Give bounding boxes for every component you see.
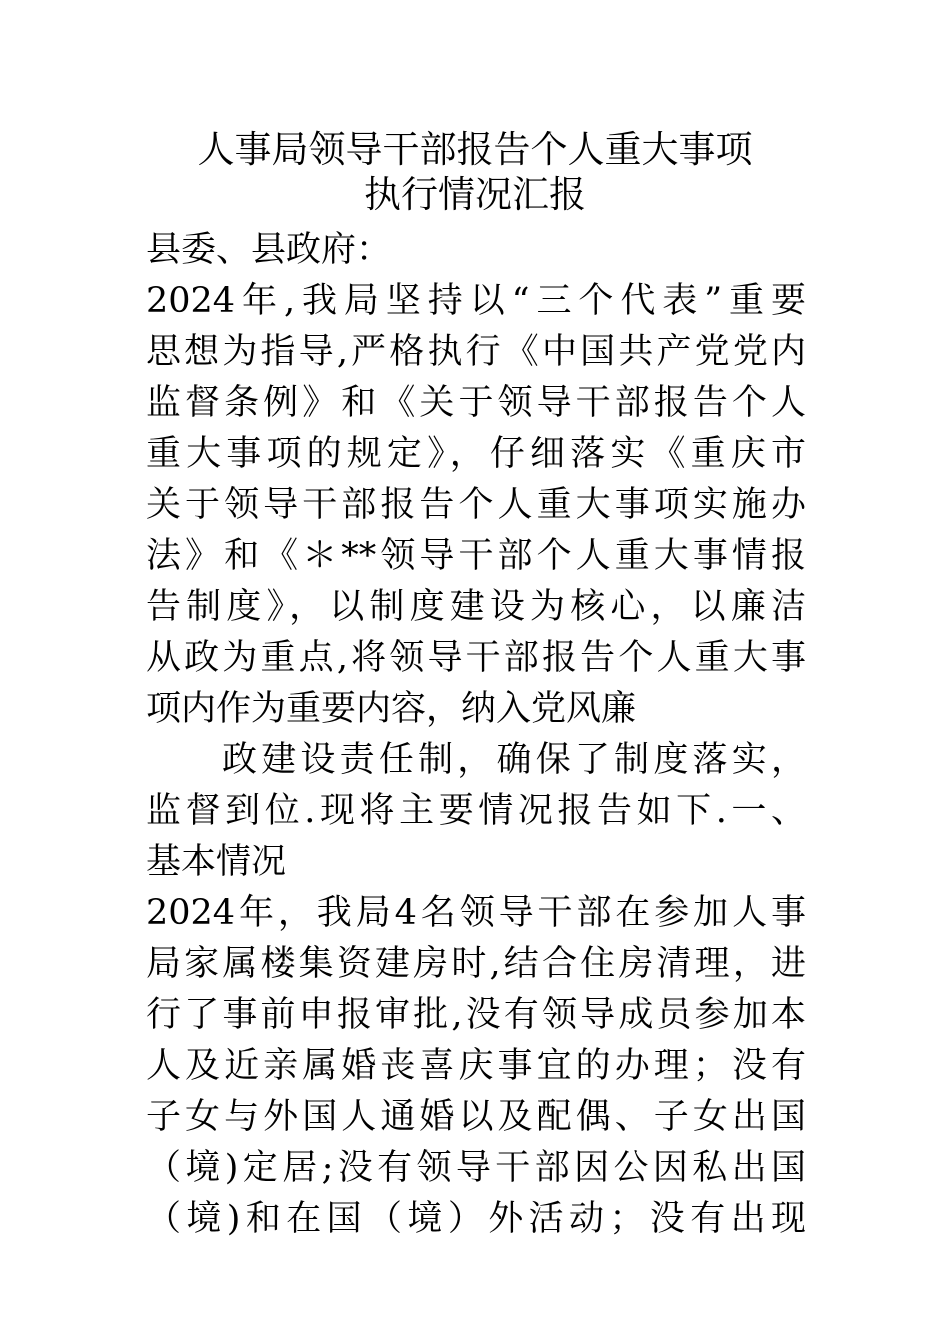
body-line: 政建设责任制，确保了制度落实，	[222, 740, 806, 780]
body-line: 局家属楼集资建房时,结合住房清理，进	[146, 944, 806, 984]
body-line: 监督到位.现将主要情况报告如下.一、	[146, 791, 806, 831]
document-title-line-2: 执行情况汇报	[364, 173, 586, 216]
body-line: 项内作为重要内容，纳入党风廉	[146, 689, 637, 729]
body-line: （境)和在国（境）外活动；没有出现	[146, 1199, 806, 1239]
document-title-line-1: 人事局领导干部报告个人重大事项	[197, 128, 753, 171]
body-line: 行了事前申报审批,没有领导成员参加本	[146, 995, 806, 1035]
body-line: 关于领导干部报告个人重大事项实施办	[146, 485, 806, 525]
body-line: 2024年，我局4名领导干部在参加人事	[146, 893, 806, 933]
body-line: 基本情况	[146, 842, 287, 882]
body-line: 从政为重点,将领导干部报告个人重大事	[146, 638, 806, 678]
body-line: （境)定居;没有领导干部因公因私出国	[146, 1148, 806, 1188]
body-line: 子女与外国人通婚以及配偶、子女出国	[146, 1097, 806, 1137]
body-line: 监督条例》和《关于领导干部报告个人	[146, 383, 806, 423]
body-line: 思想为指导,严格执行《中国共产党党内	[146, 332, 806, 372]
body-line: 人及近亲属婚丧喜庆事宜的办理；没有	[146, 1046, 806, 1086]
body-line: 重大事项的规定》，仔细落实《重庆市	[146, 434, 806, 474]
body-line: 2024年,我局坚持以“三个代表”重要	[146, 281, 806, 321]
salutation: 县委、县政府：	[146, 230, 392, 270]
body-line: 告制度》，以制度建设为核心，以廉洁	[146, 587, 806, 627]
body-line: 法》和《＊**领导干部个人重大事情报	[146, 536, 806, 576]
